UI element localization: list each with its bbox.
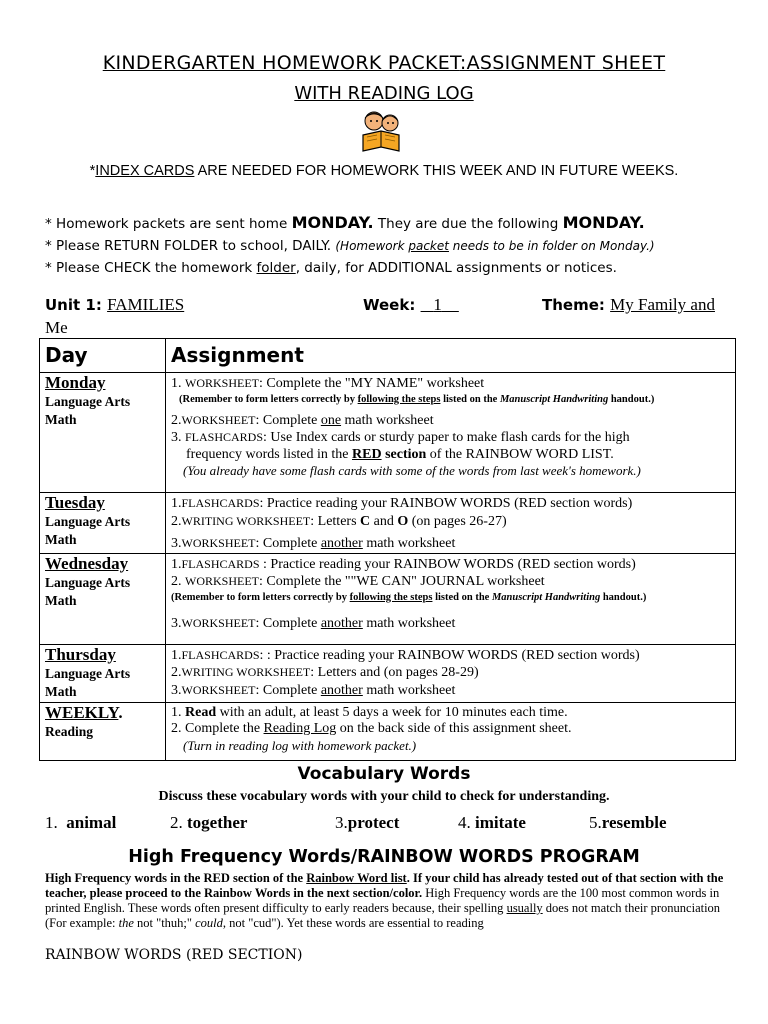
table-header-row [40,339,736,373]
vocab-item: 2. together [170,813,248,832]
note-2: * Please RETURN FOLDER to school, DAILY. (Homework packet needs to be in folder on Monday.) [45,238,655,254]
header-assignment: Assignment [166,339,736,373]
assignment-cell-weekly: 1. Read with an adult, at least 5 days a week for 10 minutes each time. 2. Complete the Reading Log on the back side of this assignment sheet. (Turn in reading log with homework packet.) [166,702,736,760]
rainbow-words-heading: RAINBOW WORDS (RED SECTION) [45,947,303,963]
week-value: 1 [433,295,442,314]
day-cell-monday: Monday Language Arts Math [40,373,166,493]
high-frequency-paragraph: High Frequency words in the RED section of the Rainbow Word list. If your child has already tested out of that section with the teacher, please proceed to the Rainbow Words in the next section/color. High Frequency words are the 100 most common words in printed English. These words often present difficulty to early readers because, their spelling usually does not match their pronunciation (For example: the not "thuh;" could, not "cud"). Yet these words are essential to reading [45,871,724,930]
week-field: Week: 1 [363,295,459,315]
day-cell-weekly: WEEKLY. Reading [40,702,166,760]
assignment-cell-monday: 1. WORKSHEET: Complete the "MY NAME" worksheet (Remember to form letters correctly by following the steps listed on the Manuscript Handwriting handout.) 2.WORKSHEET: Complete one math worksheet 3. FLASHCARDS: Use Index cards or sturdy paper to make flash cards for the high frequency words listed in the RED section of the RAINBOW WORD LIST. (You already have some flash cards with some of the words from last week's homework.) [166,373,736,493]
vocabulary-subtitle: Discuss these vocabulary words with your child to check for understanding. [158,789,610,804]
table-row-weekly [40,702,736,760]
header-day: Day [40,339,166,373]
high-frequency-title: High Frequency Words/RAINBOW WORDS PROGRAM [128,847,640,867]
theme-field: Theme: My Family and [542,295,715,314]
table-row-wednesday [40,553,736,644]
index-cards-notice: *INDEX CARDS ARE NEEDED FOR HOMEWORK THIS WEEK AND IN FUTURE WEEKS. [89,163,679,179]
title-part1: KINDERGARTEN HOMEWORK PACKET [102,52,460,74]
index-cards-link[interactable]: INDEX CARDS [95,163,195,179]
vocab-item: 5.resemble [589,813,667,832]
unit-value: FAMILIES [107,295,185,314]
table-row-monday [40,373,736,493]
note-1: * Homework packets are sent home MONDAY. They are due the following MONDAY. [45,213,645,232]
assignment-cell-tuesday: 1.FLASHCARDS: Practice reading your RAINBOW WORDS (RED section words) 2.WRITING WORKSHEET: Letters C and O (on pages 26-27) 3.WORKSHEET: Complete another math worksheet [166,493,736,554]
page-subtitle: WITH READING LOG [294,83,474,104]
vocab-item: 4. imitate [458,813,526,832]
unit-field: Unit 1: FAMILIES [45,295,185,314]
assignment-cell-wednesday: 1.FLASHCARDS : Practice reading your RAINBOW WORDS (RED section words) 2. WORKSHEET: Complete the ""WE CAN" JOURNAL worksheet (Remember to form letters correctly by following the steps listed on the Manuscript Handwriting handout.) 3.WORKSHEET: Complete another math worksheet [166,553,736,644]
day-cell-tuesday: Tuesday Language Arts Math [40,493,166,554]
reading-children-icon [355,107,407,155]
vocabulary-title: Vocabulary Words [297,764,471,784]
assignment-table [39,338,736,761]
day-cell-thursday: Thursday Language Arts Math [40,644,166,702]
title-part2: :ASSIGNMENT SHEET [459,52,666,74]
table-row-tuesday [40,493,736,554]
page-title [0,52,768,74]
assignment-cell-thursday: 1.FLASHCARDS: : Practice reading your RAINBOW WORDS (RED section words) 2.WRITING WORKSHEET: Letters and (on pages 28-29) 3.WORKSHEET: Complete another math worksheet [166,644,736,702]
note-3: * Please CHECK the homework folder, daily, for ADDITIONAL assignments or notices. [45,260,617,276]
vocab-item: 1. animal [45,813,117,832]
vocab-item: 3.protect [335,813,400,832]
theme-value-continued: Me [45,318,68,337]
theme-value: My Family and [610,295,715,314]
homework-notes [45,212,745,279]
day-cell-wednesday: Wednesday Language Arts Math [40,553,166,644]
table-row-thursday [40,644,736,702]
